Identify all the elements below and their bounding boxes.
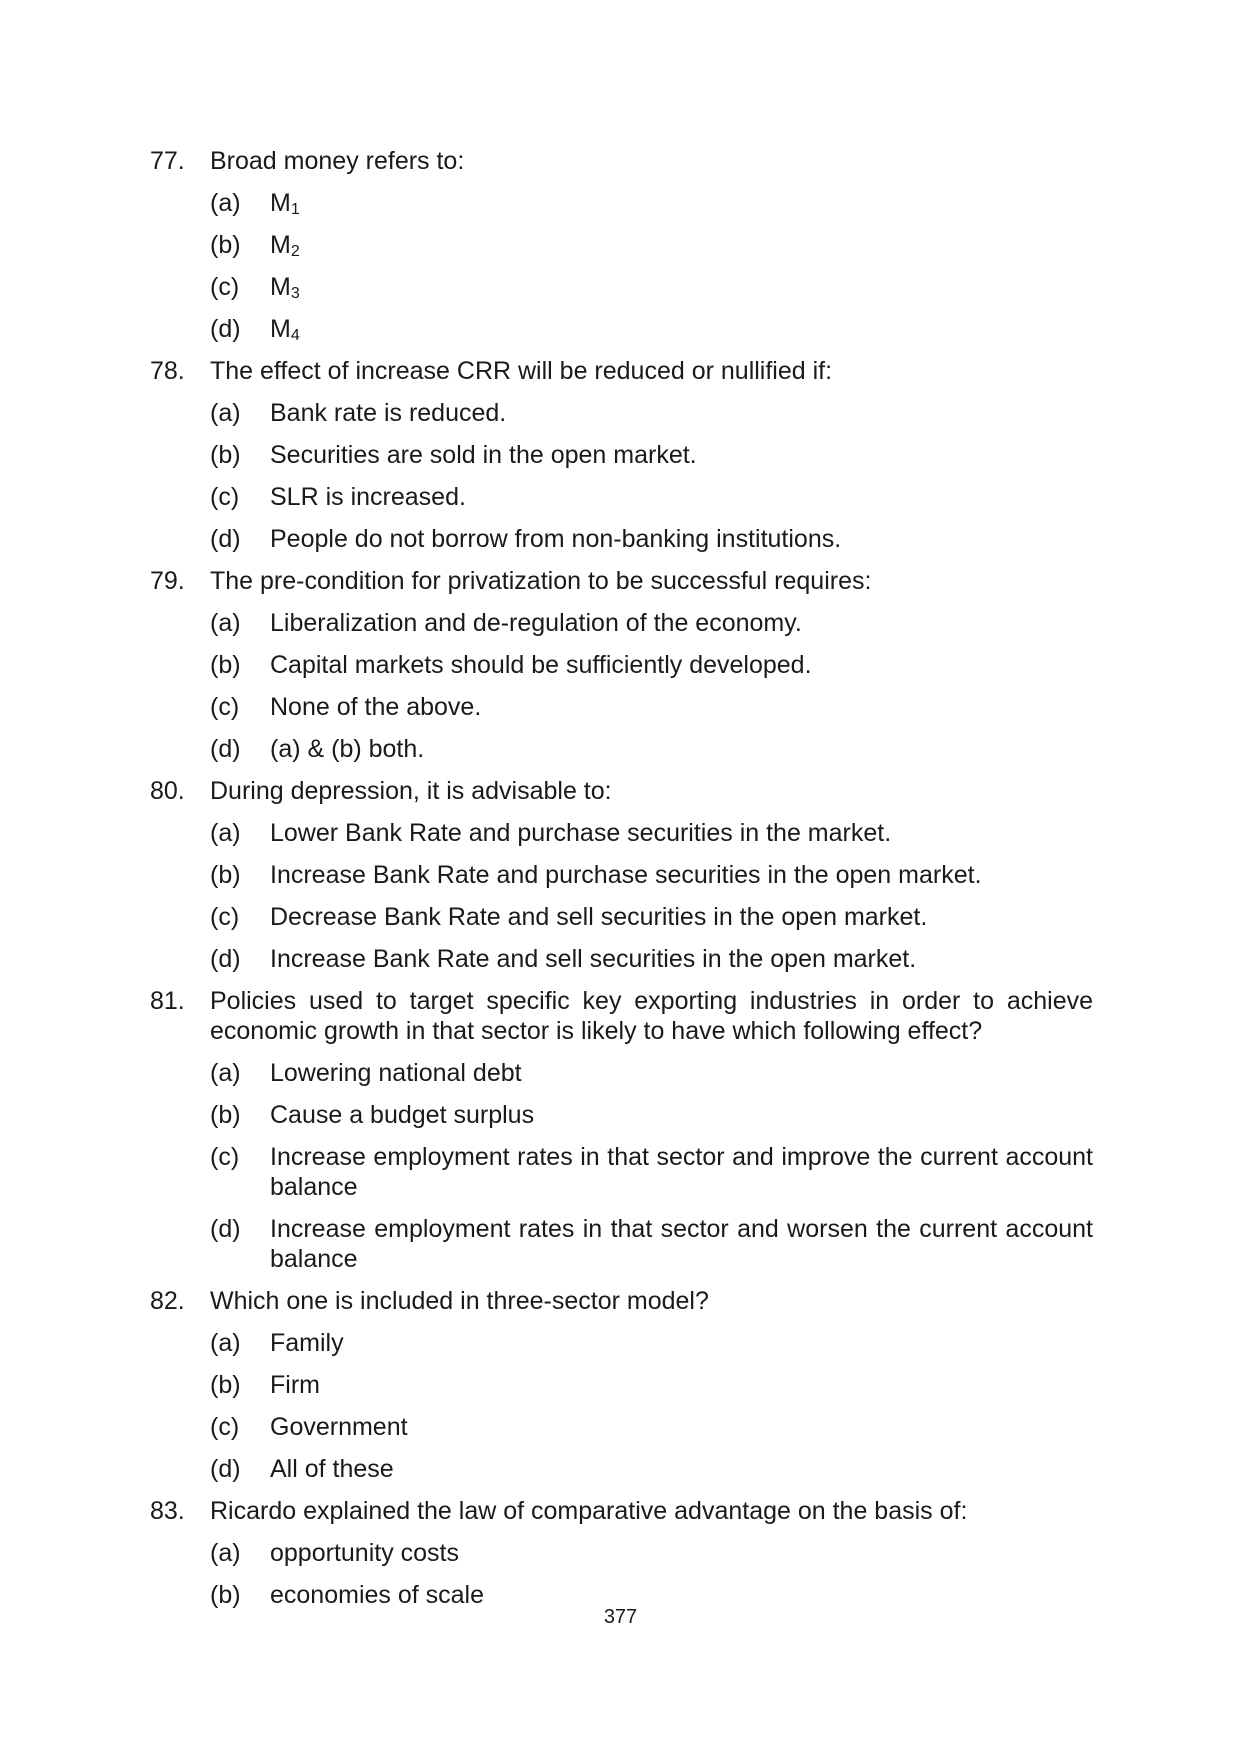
option-item: [210, 188, 1093, 218]
option-label: (d): [210, 1455, 241, 1483]
option-text-main: All of these: [270, 1455, 394, 1483]
option-text-main: People do not borrow from non-banking institutions.: [270, 525, 842, 553]
option-text: [270, 1142, 1093, 1202]
option-text-main: Capital markets should be sufficiently developed.: [270, 651, 812, 679]
page-number: 377: [603, 1606, 638, 1628]
option-item: [210, 860, 1093, 890]
option-label: (c): [210, 1143, 240, 1171]
option-text-main: Increase employment rates in that sector and improve the current account balance: [270, 1143, 1093, 1201]
option-item: [210, 692, 1093, 722]
option-item: [210, 482, 1093, 512]
question-block: [150, 1496, 1093, 1610]
option-list: [210, 818, 1093, 974]
option-label: (a): [210, 1059, 241, 1087]
option-text-main: Decrease Bank Rate and sell securities in the open market.: [270, 903, 928, 931]
option-item: [210, 1454, 1093, 1484]
option-text: [270, 188, 1093, 218]
option-label: (a): [210, 1539, 241, 1567]
option-text: [270, 440, 1093, 470]
option-text-main: (a) & (b) both.: [270, 735, 425, 763]
question-text: Policies used to target specific key exporting industries in order to achieve economic growth in that sector is likely to have which following effect?: [210, 987, 1093, 1045]
option-item: [210, 734, 1093, 764]
option-label: (c): [210, 483, 240, 511]
option-text-main: M: [270, 189, 291, 217]
option-label: (a): [210, 189, 241, 217]
option-text-main: Family: [270, 1329, 344, 1357]
option-item: [210, 1412, 1093, 1442]
option-text-main: M: [270, 231, 291, 259]
option-label: (d): [210, 945, 241, 973]
option-label: (b): [210, 1581, 241, 1609]
option-list: [210, 398, 1093, 554]
option-label: (d): [210, 525, 241, 553]
question-page: [150, 146, 1093, 1622]
option-item: [210, 440, 1093, 470]
option-label: (c): [210, 1413, 240, 1441]
question-text: Broad money refers to:: [210, 147, 465, 175]
question-block: [150, 1286, 1093, 1484]
option-text: [270, 1058, 1093, 1088]
option-item: [210, 524, 1093, 554]
question-text: During depression, it is advisable to:: [210, 777, 612, 805]
question-text: Ricardo explained the law of comparative advantage on the basis of:: [210, 1497, 968, 1525]
option-text: [270, 944, 1093, 974]
option-item: [210, 230, 1093, 260]
question-block: [150, 356, 1093, 554]
option-list: [210, 1328, 1093, 1484]
question-row: [150, 146, 1093, 176]
question-row: [150, 986, 1093, 1046]
question-text: The pre-condition for privatization to be successful requires:: [210, 567, 872, 595]
option-subscript: 1: [290, 201, 300, 218]
option-text-main: SLR is increased.: [270, 483, 466, 511]
option-text: [270, 524, 1093, 554]
option-text: [270, 902, 1093, 932]
option-text: [270, 1454, 1093, 1484]
option-text-main: Lower Bank Rate and purchase securities in the market.: [270, 819, 892, 847]
option-text: [270, 1214, 1093, 1274]
option-text: [270, 230, 1093, 260]
question-number: 77.: [150, 147, 185, 175]
option-text: [270, 314, 1093, 344]
option-text: [270, 272, 1093, 302]
question-number: 83.: [150, 1497, 185, 1525]
option-text-main: Liberalization and de-regulation of the economy.: [270, 609, 802, 637]
option-text: [270, 818, 1093, 848]
option-text-main: None of the above.: [270, 693, 482, 721]
question-text: Which one is included in three-sector model?: [210, 1287, 709, 1315]
option-list: [210, 608, 1093, 764]
option-item: [210, 1142, 1093, 1202]
question-number: 79.: [150, 567, 185, 595]
option-text-main: M: [270, 315, 291, 343]
option-label: (a): [210, 819, 241, 847]
question-number: 78.: [150, 357, 185, 385]
option-text: [270, 1412, 1093, 1442]
option-list: [210, 1538, 1093, 1610]
option-label: (b): [210, 441, 241, 469]
option-text-main: opportunity costs: [270, 1539, 459, 1567]
option-text-main: Increase Bank Rate and sell securities in the open market.: [270, 945, 917, 973]
option-text-main: Securities are sold in the open market.: [270, 441, 697, 469]
question-row: [150, 1496, 1093, 1526]
question-number: 80.: [150, 777, 185, 805]
option-subscript: 2: [290, 243, 300, 260]
option-item: [210, 1214, 1093, 1274]
option-label: (b): [210, 231, 241, 259]
option-label: (d): [210, 315, 241, 343]
option-text: [270, 1328, 1093, 1358]
option-text-main: economies of scale: [270, 1581, 485, 1609]
option-text: [270, 1370, 1093, 1400]
option-subscript: 4: [290, 327, 300, 344]
option-item: [210, 398, 1093, 428]
option-text: [270, 1100, 1093, 1130]
option-label: (c): [210, 903, 240, 931]
option-label: (c): [210, 273, 240, 301]
option-text-main: Increase employment rates in that sector and worsen the current account balance: [270, 1215, 1093, 1273]
option-label: (a): [210, 399, 241, 427]
option-item: [210, 1100, 1093, 1130]
question-block: [150, 986, 1093, 1274]
option-label: (b): [210, 1371, 241, 1399]
option-item: [210, 314, 1093, 344]
option-text-main: Bank rate is reduced.: [270, 399, 507, 427]
option-label: (b): [210, 861, 241, 889]
option-label: (b): [210, 1101, 241, 1129]
option-item: [210, 650, 1093, 680]
question-number: 81.: [150, 987, 185, 1015]
question-text: The effect of increase CRR will be reduced or nullified if:: [210, 357, 833, 385]
option-label: (a): [210, 609, 241, 637]
option-item: [210, 1328, 1093, 1358]
option-item: [210, 608, 1093, 638]
option-text-main: Lowering national debt: [270, 1059, 522, 1087]
option-list: [210, 188, 1093, 344]
option-text-main: Cause a budget surplus: [270, 1101, 535, 1129]
option-item: [210, 272, 1093, 302]
option-text: [270, 734, 1093, 764]
option-list: [210, 1058, 1093, 1274]
question-block: [150, 566, 1093, 764]
option-item: [210, 1538, 1093, 1568]
option-text-main: Increase Bank Rate and purchase securities in the open market.: [270, 861, 982, 889]
option-label: (b): [210, 651, 241, 679]
option-item: [210, 818, 1093, 848]
question-block: [150, 146, 1093, 344]
option-item: [210, 1370, 1093, 1400]
option-text: [270, 398, 1093, 428]
option-text: [270, 692, 1093, 722]
option-text: [270, 1538, 1093, 1568]
question-row: [150, 356, 1093, 386]
option-text: [270, 650, 1093, 680]
option-text-main: Government: [270, 1413, 408, 1441]
option-label: (d): [210, 735, 241, 763]
option-text: [270, 860, 1093, 890]
question-row: [150, 566, 1093, 596]
option-label: (c): [210, 693, 240, 721]
question-block: [150, 776, 1093, 974]
question-row: [150, 776, 1093, 806]
option-item: [210, 902, 1093, 932]
option-text: [270, 608, 1093, 638]
option-text: [270, 482, 1093, 512]
option-item: [210, 1058, 1093, 1088]
option-label: (a): [210, 1329, 241, 1357]
option-subscript: 3: [290, 285, 300, 302]
question-row: [150, 1286, 1093, 1316]
option-item: [210, 944, 1093, 974]
question-number: 82.: [150, 1287, 185, 1315]
option-label: (d): [210, 1215, 241, 1243]
option-text-main: Firm: [270, 1371, 320, 1399]
option-text-main: M: [270, 273, 291, 301]
